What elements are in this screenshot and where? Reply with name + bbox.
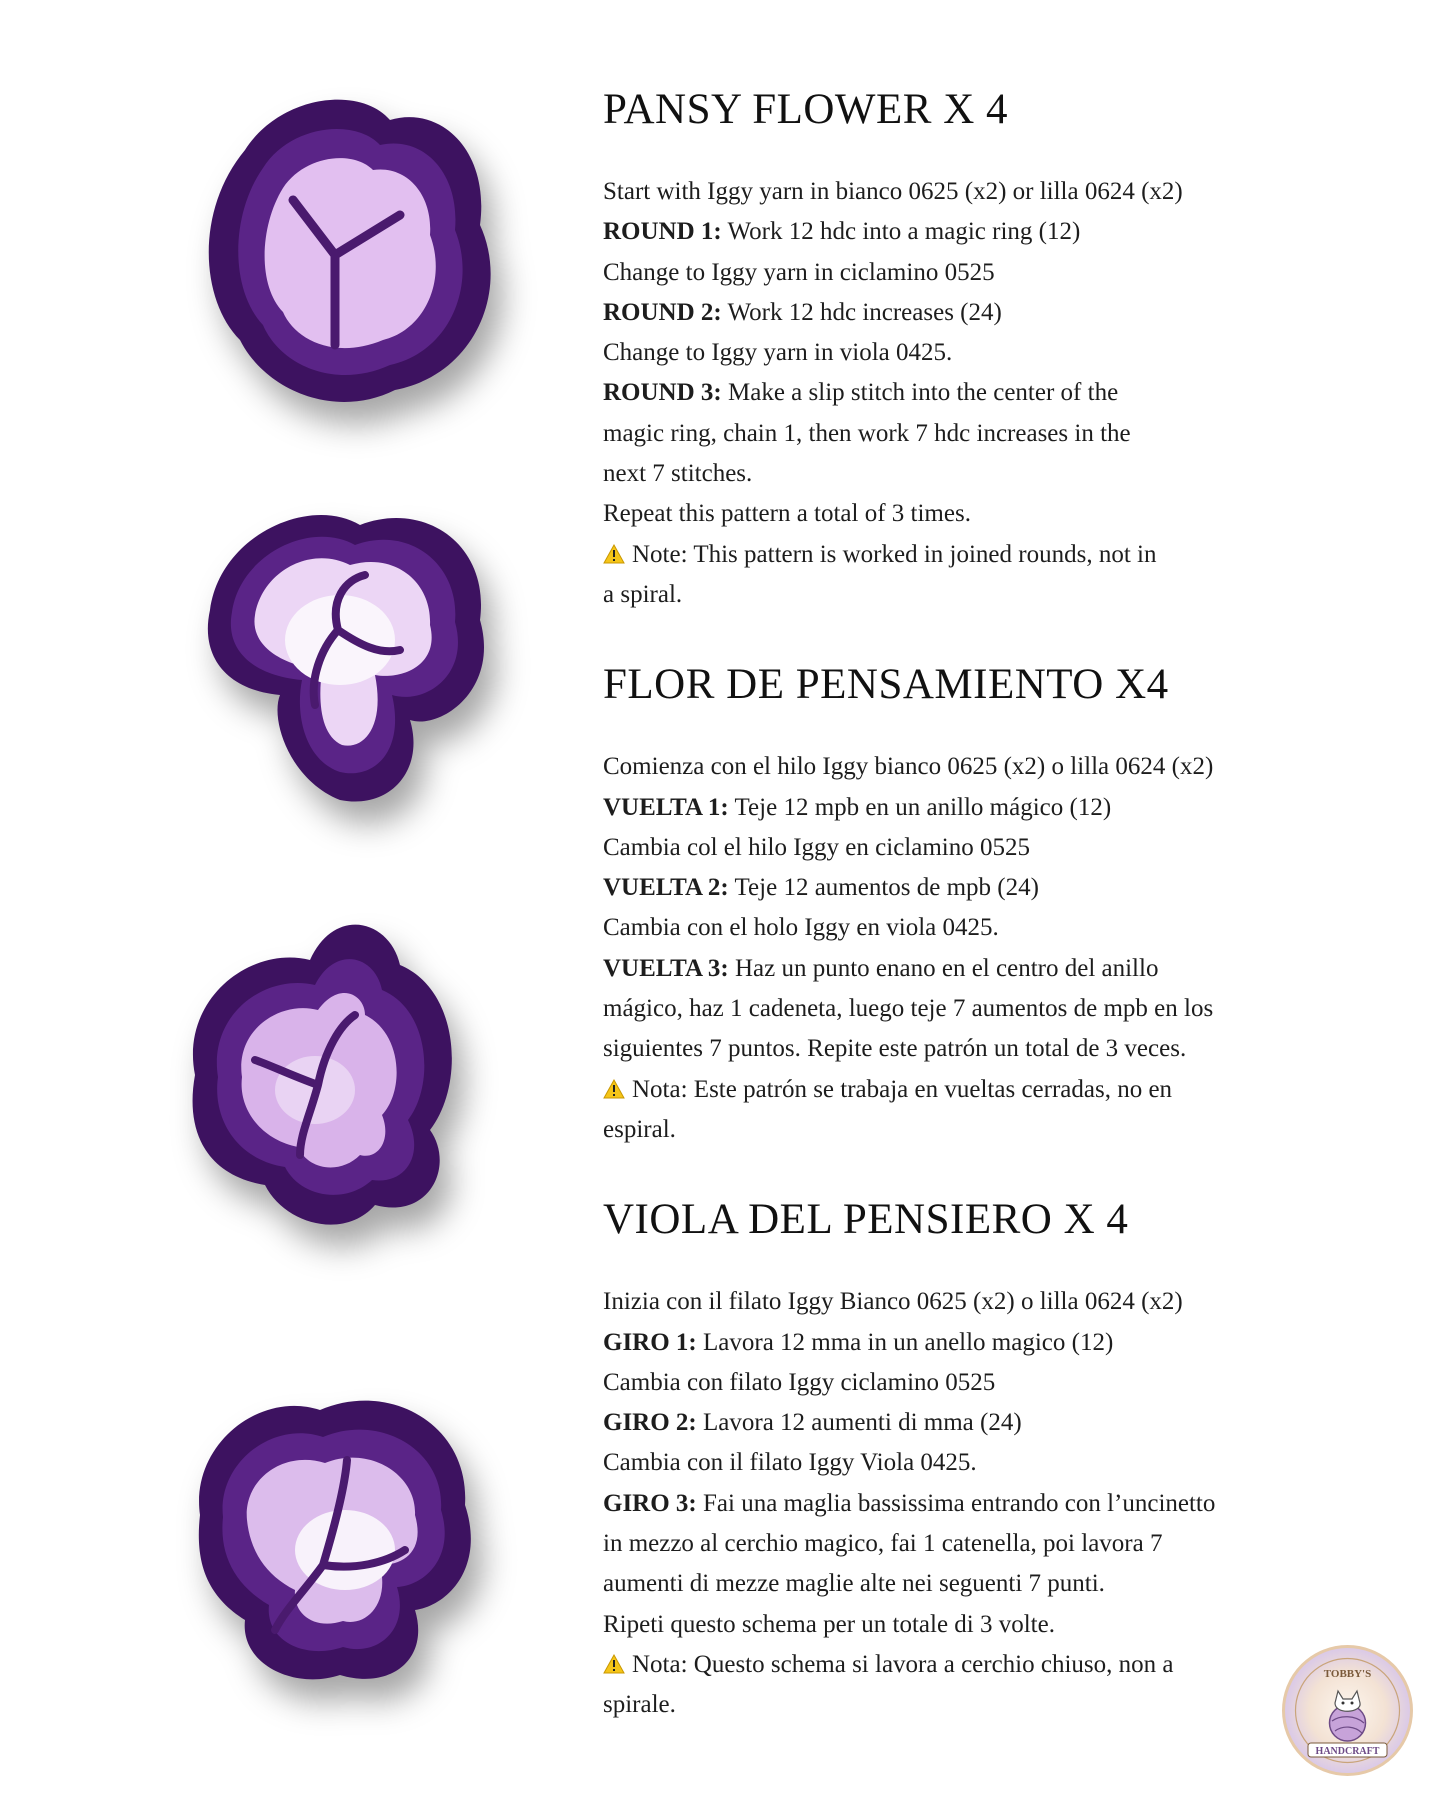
- line-text: magic ring, chain 1, then work 7 hdc increases in the: [603, 419, 1131, 447]
- instruction-line: [603, 989, 1383, 1029]
- instruction-line: [603, 1110, 1383, 1150]
- line-text: Change to Iggy yarn in ciclamino 0525: [603, 258, 995, 286]
- pansy-photo-1: [185, 90, 515, 420]
- instruction-line: [603, 908, 1383, 948]
- line-text: Teje 12 aumentos de mpb (24): [728, 874, 1039, 902]
- line-text: Cambia con il filato Iggy Viola 0425.: [603, 1449, 977, 1477]
- line-text: Cambia con el holo Iggy en viola 0425.: [603, 914, 999, 942]
- line-text: Repeat this pattern a total of 3 times.: [603, 500, 971, 528]
- round-label: VUELTA 2:: [603, 874, 729, 902]
- instruction-line: [603, 172, 1383, 212]
- round-label: ROUND 1:: [603, 218, 722, 246]
- instruction-line: [603, 868, 1383, 908]
- instruction-line: [603, 253, 1383, 293]
- line-text: siguientes 7 puntos. Repite este patrón un total de 3 veces.: [603, 1035, 1187, 1063]
- line-text: Cambia col el hilo Iggy en ciclamino 0525: [603, 833, 1030, 861]
- line-text: Nota: Este patrón se trabaja en vueltas cerradas, no en: [632, 1075, 1173, 1103]
- pansy-photo-4: [165, 1365, 495, 1695]
- line-text: a spiral.: [603, 580, 683, 608]
- line-text: Cambia con filato Iggy ciclamino 0525: [603, 1368, 996, 1396]
- instruction-line: [603, 828, 1383, 868]
- note-line: [603, 1070, 1383, 1110]
- logo-banner-text: HANDCRAFT: [1315, 1746, 1380, 1757]
- instruction-line: [603, 949, 1383, 989]
- section-title: FLOR DE PENSAMIENTO X4: [603, 661, 1169, 709]
- instruction-line: [603, 788, 1383, 828]
- line-text: next 7 stitches.: [603, 460, 753, 488]
- line-text: Work 12 hdc increases (24): [721, 298, 1002, 326]
- line-text: Ripeti questo schema per un totale di 3 volte.: [603, 1610, 1055, 1638]
- note-line: [603, 1645, 1383, 1685]
- instruction-line: [603, 1443, 1383, 1483]
- line-text: Fai una maglia bassissima entrando con l’uncinetto: [696, 1489, 1216, 1517]
- pattern-instructions: [603, 80, 1383, 1766]
- section-title: VIOLA DEL PENSIERO X 4: [603, 1196, 1129, 1244]
- line-text: Note: This pattern is worked in joined rounds, not in: [632, 540, 1157, 568]
- instruction-line: [603, 1524, 1383, 1564]
- line-text: spirale.: [603, 1691, 676, 1719]
- warning-icon: [603, 1647, 625, 1667]
- line-text: Work 12 hdc into a magic ring (12): [721, 218, 1081, 246]
- section-3: [603, 1190, 1383, 1725]
- note-line: [603, 535, 1383, 575]
- line-text: Haz un punto enano en el centro del anillo: [728, 954, 1159, 982]
- line-text: aumenti di mezze maglie alte nei seguenti 7 punti.: [603, 1570, 1105, 1598]
- line-text: espiral.: [603, 1115, 676, 1143]
- line-text: Teje 12 mpb en un anillo mágico (12): [728, 793, 1112, 821]
- line-text: Lavora 12 mma in un anello magico (12): [696, 1328, 1114, 1356]
- instruction-line: [603, 1323, 1383, 1363]
- line-text: Comienza con el hilo Iggy bianco 0625 (x2) o lilla 0624 (x2): [603, 753, 1214, 781]
- section-1: [603, 80, 1383, 615]
- tobbys-handcraft-logo: [1280, 1643, 1415, 1778]
- round-label: ROUND 2:: [603, 298, 722, 326]
- warning-icon: [603, 537, 625, 557]
- instruction-line: [603, 293, 1383, 333]
- instruction-line: [603, 373, 1383, 413]
- pansy-photo-3: [150, 915, 480, 1245]
- instruction-line: [603, 1363, 1383, 1403]
- instruction-line: [603, 414, 1383, 454]
- instruction-line: [603, 747, 1383, 787]
- warning-icon: [603, 1072, 625, 1092]
- round-label: ROUND 3:: [603, 379, 722, 407]
- logo-top-text: TOBBY'S: [1323, 1668, 1372, 1680]
- instruction-line: [603, 1484, 1383, 1524]
- instruction-line: [603, 1029, 1383, 1069]
- round-label: GIRO 3:: [603, 1489, 697, 1517]
- line-text: Change to Iggy yarn in viola 0425.: [603, 339, 953, 367]
- round-label: GIRO 2:: [603, 1409, 697, 1437]
- instruction-line: [603, 575, 1383, 615]
- line-text: Start with Iggy yarn in bianco 0625 (x2) or lilla 0624 (x2): [603, 178, 1183, 205]
- instruction-line: [603, 1282, 1383, 1322]
- instruction-line: [603, 494, 1383, 534]
- instruction-line: [603, 1403, 1383, 1443]
- section-title: PANSY FLOWER X 4: [603, 86, 1009, 133]
- line-text: Nota: Questo schema si lavora a cerchio chiuso, non a: [632, 1650, 1174, 1678]
- instruction-line: [603, 454, 1383, 494]
- line-text: mágico, haz 1 cadeneta, luego teje 7 aumentos de mpb en los: [603, 995, 1214, 1023]
- pansy-photo-2: [170, 480, 500, 810]
- instruction-line: [603, 212, 1383, 252]
- round-label: GIRO 1:: [603, 1328, 697, 1356]
- instruction-line: [603, 1605, 1383, 1645]
- section-2: [603, 655, 1383, 1150]
- instruction-line: [603, 333, 1383, 373]
- round-label: VUELTA 1:: [603, 793, 729, 821]
- line-text: in mezzo al cerchio magico, fai 1 catenella, poi lavora 7: [603, 1530, 1163, 1558]
- line-text: Lavora 12 aumenti di mma (24): [696, 1409, 1022, 1437]
- line-text: Make a slip stitch into the center of the: [721, 379, 1119, 407]
- instruction-line: [603, 1685, 1383, 1725]
- instruction-line: [603, 1564, 1383, 1604]
- round-label: VUELTA 3:: [603, 954, 729, 982]
- line-text: Inizia con il filato Iggy Bianco 0625 (x2) o lilla 0624 (x2): [603, 1288, 1183, 1316]
